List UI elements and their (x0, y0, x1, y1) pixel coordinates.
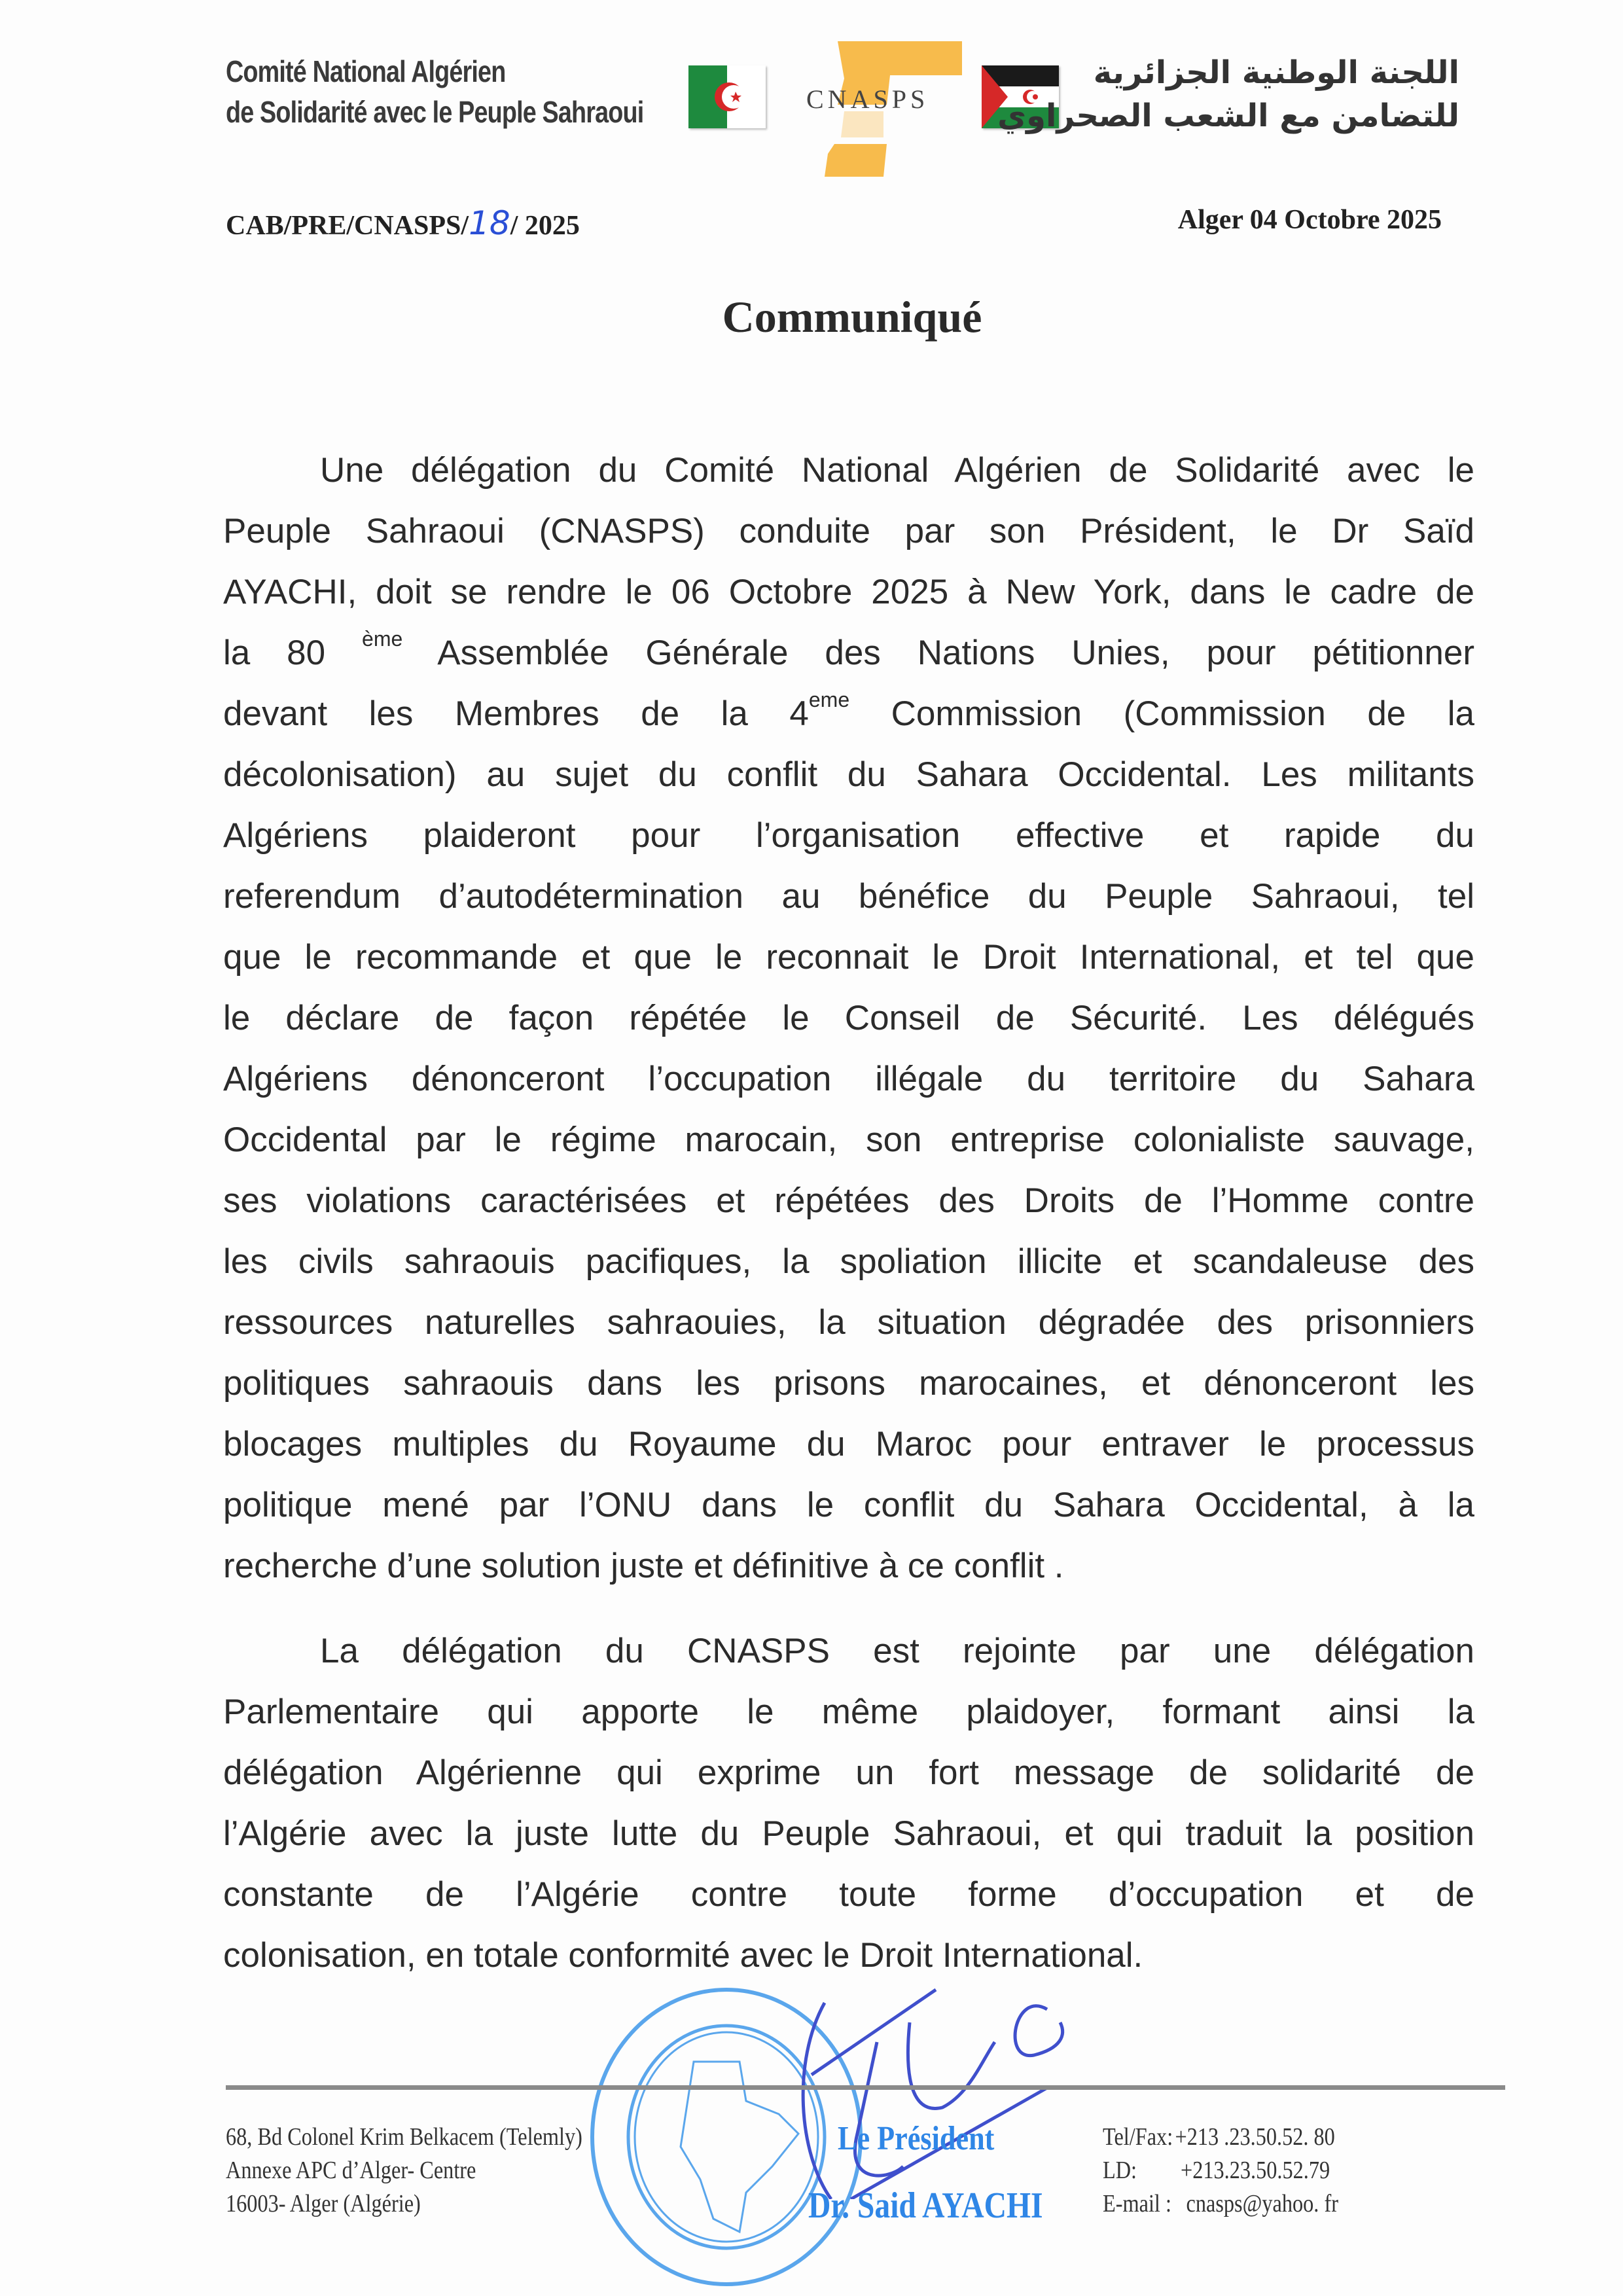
text-segment: décolonisation) au sujet du conflit du Sahara Occidental. Les militants (223, 755, 1474, 794)
footer-contact (1103, 2121, 1338, 2221)
text-segment: politiques sahraouis dans les prisons marocaines, et dénonceront les (223, 1364, 1474, 1403)
signatory-name: Dr. Said AYACHI (808, 2185, 1043, 2226)
signatory-role: Le Président (838, 2120, 995, 2157)
text-segment: AYACHI, doit se rendre le 06 Octobre 2025 à New York, dans le cadre de (223, 573, 1474, 611)
superscript: ème (362, 627, 403, 651)
body-line (223, 562, 1474, 622)
body-line (223, 805, 1474, 866)
text-segment: ressources naturelles sahraouies, la situation dégradée des prisonniers (223, 1303, 1474, 1342)
text-segment: Peuple Sahraoui (CNASPS) conduite par son Président, le Dr Saïd (223, 512, 1474, 550)
org-name-french (226, 51, 643, 132)
body-line (223, 1864, 1474, 1925)
email-label: E-mail : (1103, 2190, 1171, 2217)
body-line (223, 1535, 1474, 1596)
address-line-2: Annexe APC d’Alger- Centre (226, 2157, 476, 2184)
address-line-3: 16003- Alger (Algérie) (226, 2190, 421, 2217)
body-line (223, 1742, 1474, 1803)
algeria-flag-icon (688, 65, 766, 128)
body-line (223, 1292, 1474, 1353)
text-segment: referendum d’autodétermination au bénéfice du Peuple Sahraoui, tel (223, 877, 1474, 916)
text-segment: constante de l’Algérie contre toute forme d’occupation et de (223, 1875, 1474, 1914)
email-link[interactable]: cnasps@yahoo. fr (1186, 2190, 1338, 2217)
body-line (223, 1049, 1474, 1109)
body-line (223, 1621, 1474, 1681)
body-line (223, 866, 1474, 927)
reference-prefix: CAB/PRE/CNASPS/ (226, 211, 469, 241)
text-segment: politique mené par l’ONU dans le conflit du Sahara Occidental, à la (223, 1486, 1474, 1524)
body-line (223, 1109, 1474, 1170)
reference-number (226, 204, 580, 242)
body-line (223, 1925, 1474, 1986)
text-segment: Algériens dénonceront l’occupation illégale du territoire du Sahara (223, 1060, 1474, 1098)
body-line (223, 1475, 1474, 1535)
body-line (223, 622, 1474, 683)
body-paragraph-1 (223, 440, 1474, 1596)
text-segment: Algériens plaideront pour l’organisation effective et rapide du (223, 816, 1474, 855)
address-line-1: 68, Bd Colonel Krim Belkacem (Telemly) (226, 2123, 582, 2151)
org-name-fr-line1: Comité National Algérien (226, 54, 506, 88)
superscript: eme (808, 688, 850, 711)
text-segment: les civils sahraouis pacifiques, la spoliation illicite et scandaleuse des (223, 1242, 1474, 1281)
body-line (223, 683, 1474, 744)
text-segment: le déclare de façon répétée le Conseil de Sécurité. Les délégués (223, 999, 1474, 1037)
handwritten-signature (785, 1983, 1126, 2202)
body-paragraph-2 (223, 1621, 1474, 1986)
text-segment: blocages multiples du Royaume du Maroc pour entraver le processus (223, 1425, 1474, 1463)
body-line (223, 1414, 1474, 1475)
body-line (223, 988, 1474, 1049)
logo-text: CNASPS (806, 84, 929, 114)
body-line (223, 501, 1474, 562)
body-line (223, 1681, 1474, 1742)
document-title: Communiqué (722, 292, 982, 342)
body-line (223, 1170, 1474, 1231)
body-line (223, 1803, 1474, 1864)
tel-value: +213 .23.50.52. 80 (1175, 2123, 1335, 2151)
tel-label: Tel/Fax: (1103, 2123, 1173, 2151)
text-segment: la 80 (223, 634, 363, 672)
text-segment: Occidental par le régime marocain, son entreprise colonialiste sauvage, (223, 1121, 1474, 1159)
ld-label: LD: (1103, 2157, 1137, 2184)
org-name-ar-line1: اللجنة الوطنية الجزائرية (1093, 54, 1459, 91)
ld-value: +213.23.50.52.79 (1181, 2157, 1330, 2184)
text-segment: Une délégation du Comité National Algérien de Solidarité avec le (320, 451, 1474, 490)
footer-address (226, 2121, 582, 2221)
body-line (223, 440, 1474, 501)
text-segment: que le recommande et que le reconnait le Droit International, et tel que (223, 938, 1474, 977)
text-segment: Commission (Commission de la (849, 694, 1475, 733)
org-name-fr-line2: de Solidarité avec le Peuple Sahraoui (226, 95, 644, 129)
text-segment: ses violations caractérisées et répétées des Droits de l’Homme contre (223, 1181, 1474, 1220)
body-line (223, 744, 1474, 805)
org-name-ar-line2: للتضامن مع الشعب الصحراوي (997, 98, 1459, 134)
document-date: Alger 04 Octobre 2025 (1177, 205, 1442, 235)
text-segment: l’Algérie avec la juste lutte du Peuple Sahraoui, et qui traduit la position (223, 1814, 1474, 1853)
org-name-arabic (997, 51, 1459, 137)
text-segment: recherche d’une solution juste et définitive à ce conflit . (223, 1547, 1064, 1585)
body-line (223, 1353, 1474, 1414)
body-line (223, 1231, 1474, 1292)
body-line (223, 927, 1474, 988)
reference-suffix: / 2025 (510, 211, 580, 241)
text-segment: colonisation, en totale conformité avec le Droit International. (223, 1936, 1143, 1975)
footer-divider (226, 2085, 1505, 2090)
text-segment: délégation Algérienne qui exprime un fort message de solidarité de (223, 1753, 1474, 1792)
text-segment: devant les Membres de la 4 (223, 694, 809, 733)
text-segment: Parlementaire qui apporte le même plaidoyer, formant ainsi la (223, 1693, 1474, 1731)
handwritten-number: 18 (469, 204, 510, 242)
text-segment: Assemblée Générale des Nations Unies, pour pétitionner (402, 634, 1474, 672)
text-segment: La délégation du CNASPS est rejointe par une délégation (320, 1632, 1474, 1670)
